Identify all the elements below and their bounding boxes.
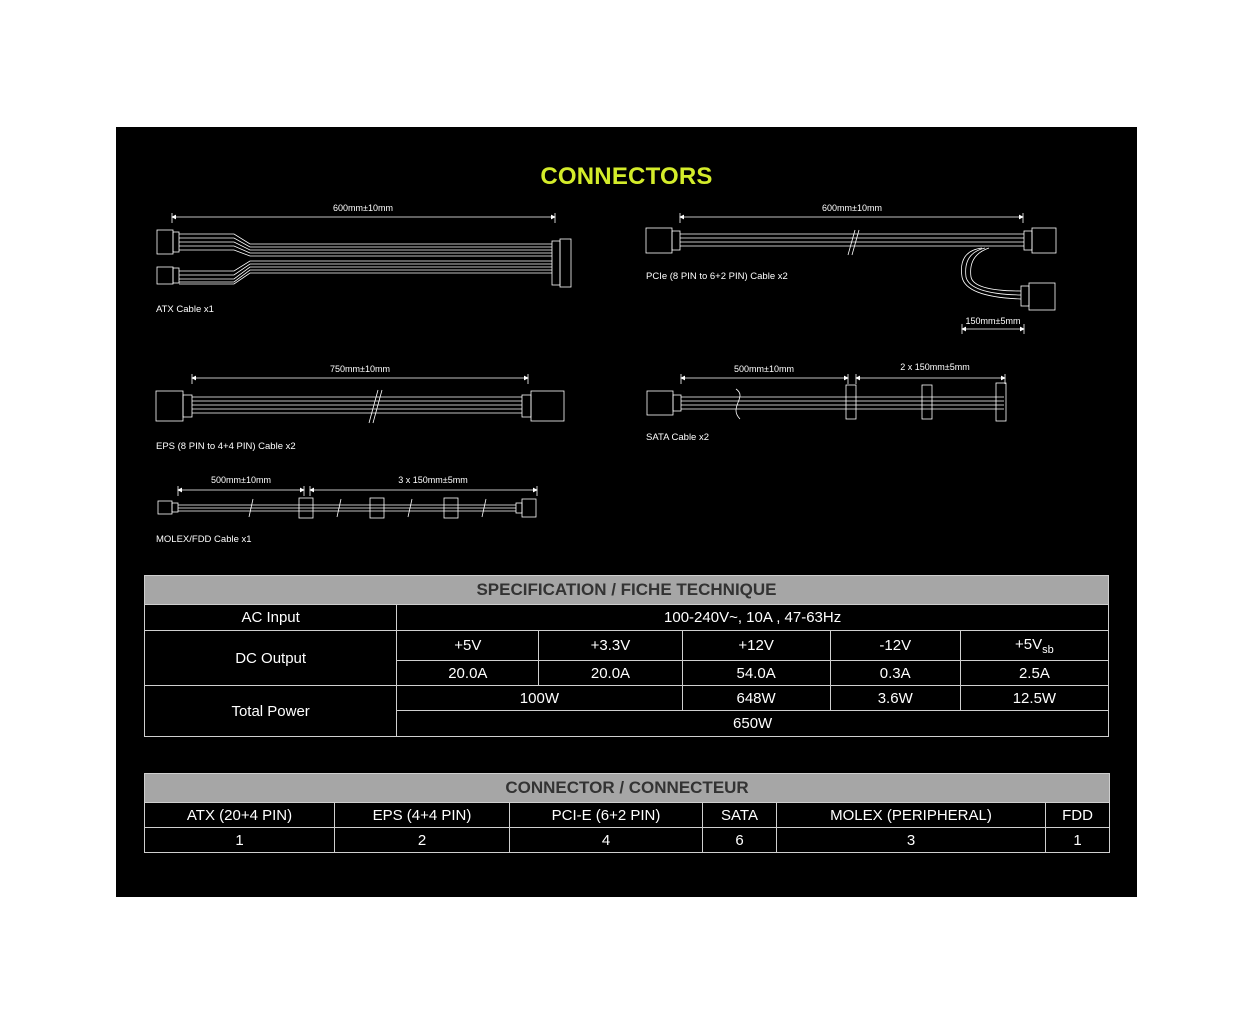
col-sata: SATA [703, 803, 777, 828]
count-eps: 2 [335, 828, 510, 853]
power-12v: 648W [682, 686, 830, 711]
sata-segments: 2 x 150mm±5mm [900, 362, 970, 372]
eps-cable-drawing [156, 374, 564, 423]
connector-header: CONNECTOR / CONNECTEUR [145, 774, 1110, 803]
col-pcie: PCI-E (6+2 PIN) [510, 803, 703, 828]
cable-diagrams [116, 127, 1137, 567]
ac-input-value: 100-240V~, 10A , 47-63Hz [397, 605, 1109, 631]
total-power-label: Total Power [145, 686, 397, 737]
specification-table [144, 575, 1109, 737]
connector-table [144, 773, 1110, 853]
spec-sheet [116, 127, 1137, 897]
sata-cable-drawing [647, 374, 1006, 421]
atx-cable-drawing [157, 213, 571, 287]
pcie-length: 600mm±10mm [822, 203, 882, 213]
sata-length: 500mm±10mm [734, 364, 794, 374]
current-12v: 54.0A [682, 661, 830, 686]
molex-cable-label: MOLEX/FDD Cable x1 [156, 534, 252, 545]
atx-cable-label: ATX Cable x1 [156, 304, 214, 315]
pcie-branch-length: 150mm±5mm [965, 316, 1021, 326]
power-5v-3v3: 100W [397, 686, 682, 711]
rail-5vsb [960, 631, 1108, 661]
power-minus-12v: 3.6W [830, 686, 960, 711]
count-molex: 3 [777, 828, 1046, 853]
rail-5vsb-sub: sb [1042, 643, 1054, 656]
dc-output-label: DC Output [145, 631, 397, 686]
col-molex: MOLEX (PERIPHERAL) [777, 803, 1046, 828]
count-pcie: 4 [510, 828, 703, 853]
atx-length: 600mm±10mm [333, 203, 393, 213]
molex-cable-drawing [158, 486, 537, 518]
eps-length: 750mm±10mm [330, 364, 390, 374]
current-5vsb: 2.5A [960, 661, 1108, 686]
eps-cable-label: EPS (8 PIN to 4+4 PIN) Cable x2 [156, 441, 296, 452]
current-5v: 20.0A [397, 661, 539, 686]
count-fdd: 1 [1046, 828, 1110, 853]
power-5vsb: 12.5W [960, 686, 1108, 711]
page-title: CONNECTORS [540, 163, 713, 190]
rail-5vsb-base: +5V [1015, 635, 1043, 653]
rail-5v: +5V [397, 631, 539, 661]
current-3v3: 20.0A [539, 661, 682, 686]
spec-header: SPECIFICATION / FICHE TECHNIQUE [145, 576, 1109, 605]
rail-minus-12v: -12V [830, 631, 960, 661]
rail-3v3: +3.3V [539, 631, 682, 661]
pcie-cable-label: PCIe (8 PIN to 6+2 PIN) Cable x2 [646, 271, 788, 282]
col-atx: ATX (20+4 PIN) [145, 803, 335, 828]
current-minus-12v: 0.3A [830, 661, 960, 686]
molex-length: 500mm±10mm [211, 475, 271, 485]
ac-input-label: AC Input [145, 605, 397, 631]
col-eps: EPS (4+4 PIN) [335, 803, 510, 828]
count-sata: 6 [703, 828, 777, 853]
sata-cable-label: SATA Cable x2 [646, 432, 710, 443]
col-fdd: FDD [1046, 803, 1110, 828]
molex-segments: 3 x 150mm±5mm [398, 475, 468, 485]
count-atx: 1 [145, 828, 335, 853]
power-total: 650W [397, 711, 1109, 737]
rail-12v: +12V [682, 631, 830, 661]
